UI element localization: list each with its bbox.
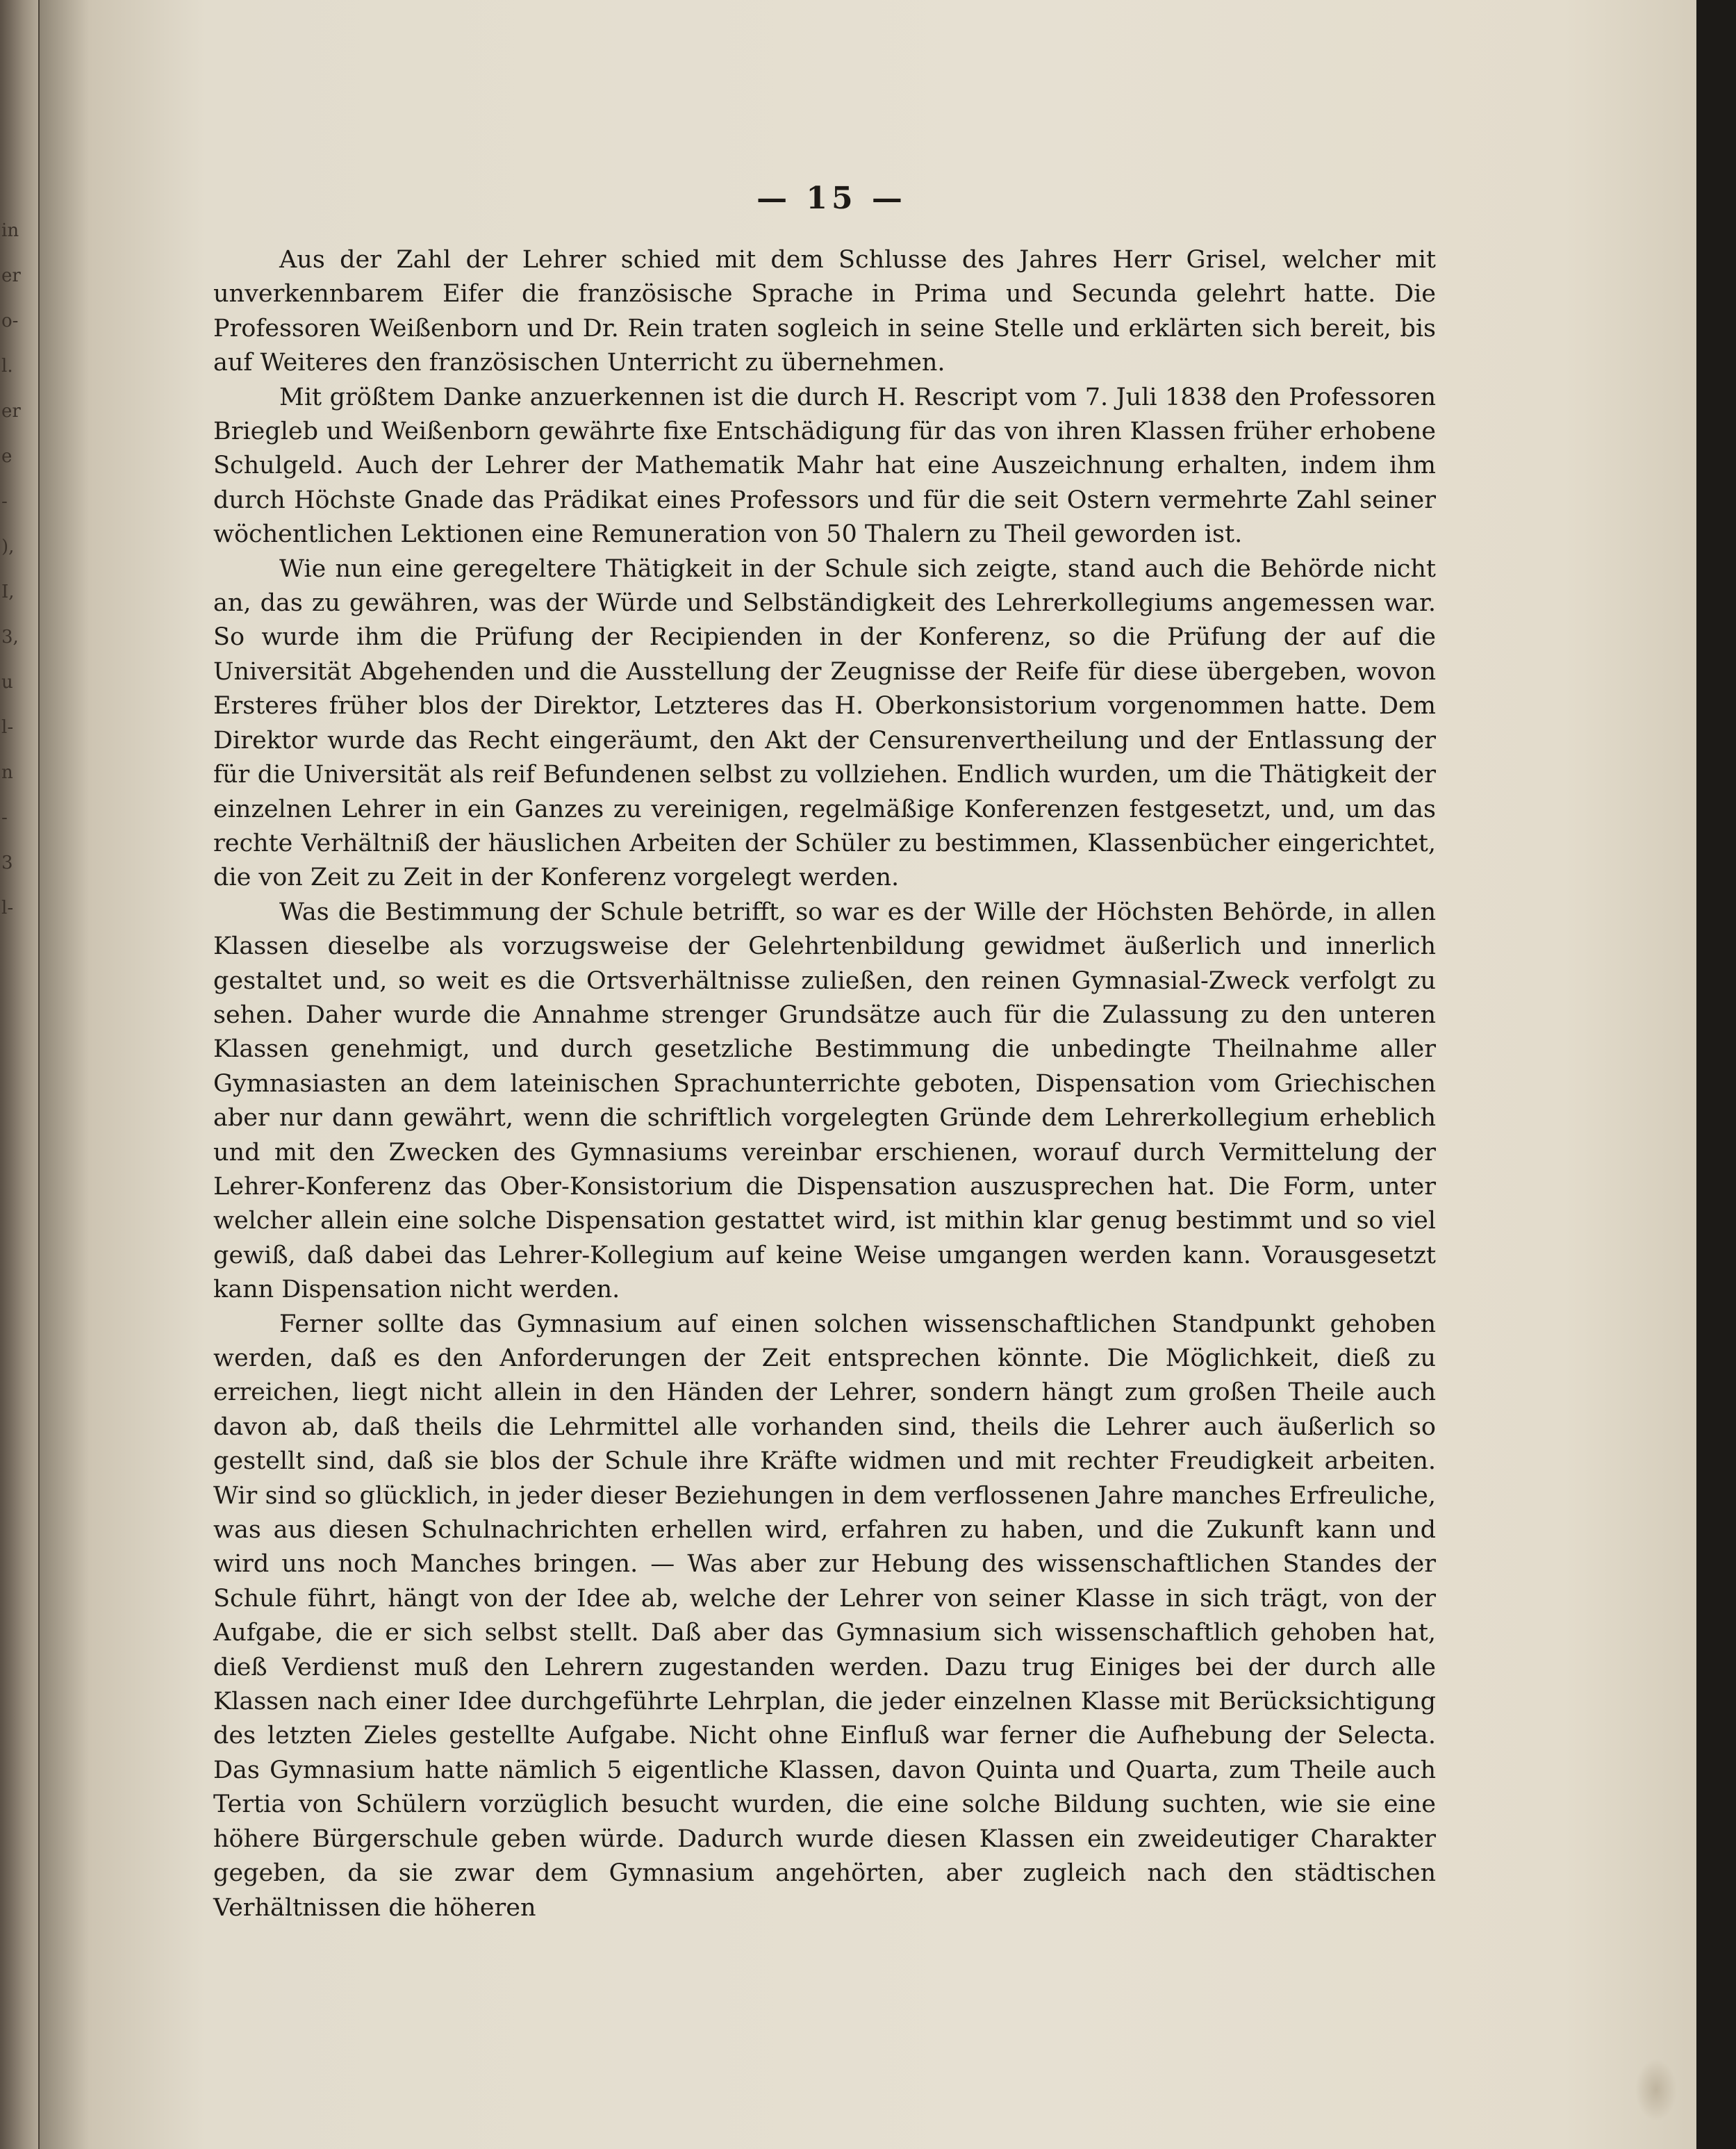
fragment: l.	[1, 356, 13, 377]
fragment: 3	[1, 853, 13, 873]
fragment: l-	[1, 717, 14, 738]
fragment: 3,	[1, 627, 19, 648]
paragraph: Was die Bestimmung der Schule betrifft, so war es der Wille der Höchsten Behörde, in allen Klassen dieselbe als vorzugsweise der Gelehrtenbildung gewidmet äußerlich und innerlich gestaltet und, so weit es die Ortsverhältnisse zuließen, den reinen Gymnasial-Zweck verfolgt zu sehen. Daher wurde die Annahme strenger Grundsätze auch für die Zulassung zu den unteren Klassen genehmigt, und durch gesetzliche Bestimmung die unbedingte Theilnahme aller Gymnasiasten an dem lateinischen Sprachunterrichte geboten, Dispensation vom Griechischen aber nur dann gewährt, wenn die schriftlich vorgelegten Gründe dem Lehrerkollegium erheblich und mit den Zwecken des Gymnasiums vereinbar erschienen, worauf durch Vermittelung der Lehrer-Konferenz das Ober-Konsistorium die Dispensation auszusprechen hat. Die Form, unter welcher allein eine solche Dispensation gestattet wird, ist mithin klar genug bestimmt und so viel gewiß, daß dabei das Lehrer-Kollegium auf keine Weise umgangen werden kann. Vorausgesetzt kann Dispensation nicht werden.	[213, 898, 1436, 1304]
paragraph: Wie nun eine geregeltere Thätigkeit in der Schule sich zeigte, stand auch die Behörde nicht an, das zu gewähren, was der Würde und Selbständigkeit des Lehrerkollegiums angemessen war. So wurde ihm die Prüfung der Recipienden in der Konferenz, so die Prüfung der auf die Universität Abgehenden und die Ausstellung der Zeugnisse der Reife für diese übergeben, wovon Ersteres früher blos der Direktor, Letzteres das H. Oberkonsistorium vorgenommen hatte. Dem Direktor wurde das Recht eingeräumt, den Akt der Censurenvertheilung und der Entlassung der für die Universität als reif Befundenen selbst zu vollziehen. Endlich wurden, um die Thätigkeit der einzelnen Lehrer in ein Ganzes zu vereinigen, regelmäßige Konferenzen festgesetzt, und, um das rechte Verhältniß der häuslichen Arbeiten der Schüler zu bestimmen, Klassenbücher eingerichtet, die von Zeit zu Zeit in der Konferenz vorgelegt werden.	[213, 554, 1436, 892]
fragment: I,	[1, 582, 15, 602]
paragraph: Mit größtem Danke anzuerkennen ist die durch H. Rescript vom 7. Juli 1838 den Professoren Briegleb und Weißenborn gewährte fixe Entschädigung für das von ihren Klassen früher erhobene Schulgeld. Auch der Lehrer der Mathematik Mahr hat eine Auszeichnung erhalten, indem ihm durch Höchste Gnade das Prädikat eines Professors und für die seit Ostern vermehrte Zahl seiner wöchentlichen Lektionen eine Remuneration von 50 Thalern zu Theil geworden ist.	[213, 383, 1436, 549]
page-number: — 15 —	[757, 181, 907, 216]
fragment: o-	[1, 311, 19, 331]
paragraph: Ferner sollte das Gymnasium auf einen solchen wissenschaftlichen Standpunkt gehoben werden, daß es den Anforderungen der Zeit entsprechen könnte. Die Möglichkeit, dieß zu erreichen, liegt nicht allein in den Händen der Lehrer, sondern hängt zum großen Theile auch davon ab, daß theils die Lehrmittel alle vorhanden sind, theils die Lehrer auch äußerlich so gestellt sind, daß sie blos der Schule ihre Kräfte widmen und mit rechter Freudigkeit arbeiten. Wir sind so glücklich, in jeder dieser Beziehungen in dem verflossenen Jahre manches Erfreuliche, was aus diesen Schulnachrichten erhellen wird, erfahren zu haben, und die Zukunft kann und wird uns noch Manches bringen. — Was aber zur Hebung des wissenschaftlichen Standes der Schule führt, hängt von der Idee ab, welche der Lehrer von seiner Klasse in sich trägt, von der Aufgabe, die er sich selbst stellt. Daß aber das Gymnasium sich wissenschaftlich gehoben hat, dieß Verdienst muß den Lehrern zugestanden werden. Dazu trug Einiges bei der durch alle Klassen nach einer Idee durchgeführte Lehrplan, die jeder einzelnen Klasse mit Berücksichtigung des letzten Zieles gestellte Aufgabe. Nicht ohne Einfluß war ferner die Aufhebung der Selecta. Das Gymnasium hatte nämlich 5 eigentliche Klassen, davon Quinta und Quarta, zum Theile auch Tertia von Schülern vorzüglich besucht wurden, die eine solche Bildung suchten, wie sie eine höhere Bürgerschule geben würde. Dadurch wurde diesen Klassen ein zweideutiger Charakter gegeben, da sie zwar dem Gymnasium angehörten, aber zugleich nach den städtischen Verhältnissen die höheren	[213, 1310, 1436, 1922]
fragment: er	[1, 265, 21, 286]
fragment: -	[1, 491, 8, 512]
fragment: n	[1, 762, 13, 783]
page-body	[213, 243, 1436, 1925]
paragraph: Aus der Zahl der Lehrer schied mit dem Schlusse des Jahres Herr Grisel, welcher mit unverkennbarem Eifer die französische Sprache in Prima und Secunda gelehrt hatte. Die Professoren Weißenborn und Dr. Rein traten sogleich in seine Stelle und erklärten sich bereit, bis auf Weiteres den französischen Unterricht zu übernehmen.	[213, 246, 1436, 377]
book-page	[38, 0, 1696, 2149]
fragment: l-	[1, 898, 14, 919]
fragment: er	[1, 401, 21, 422]
fragment: -	[1, 807, 8, 828]
previous-page-fragments	[1, 208, 22, 931]
fragment: ),	[1, 536, 15, 557]
fragment: e	[1, 446, 13, 467]
fragment: in	[1, 220, 19, 241]
paper-stain	[1635, 2059, 1677, 2121]
fragment: u	[1, 672, 13, 693]
